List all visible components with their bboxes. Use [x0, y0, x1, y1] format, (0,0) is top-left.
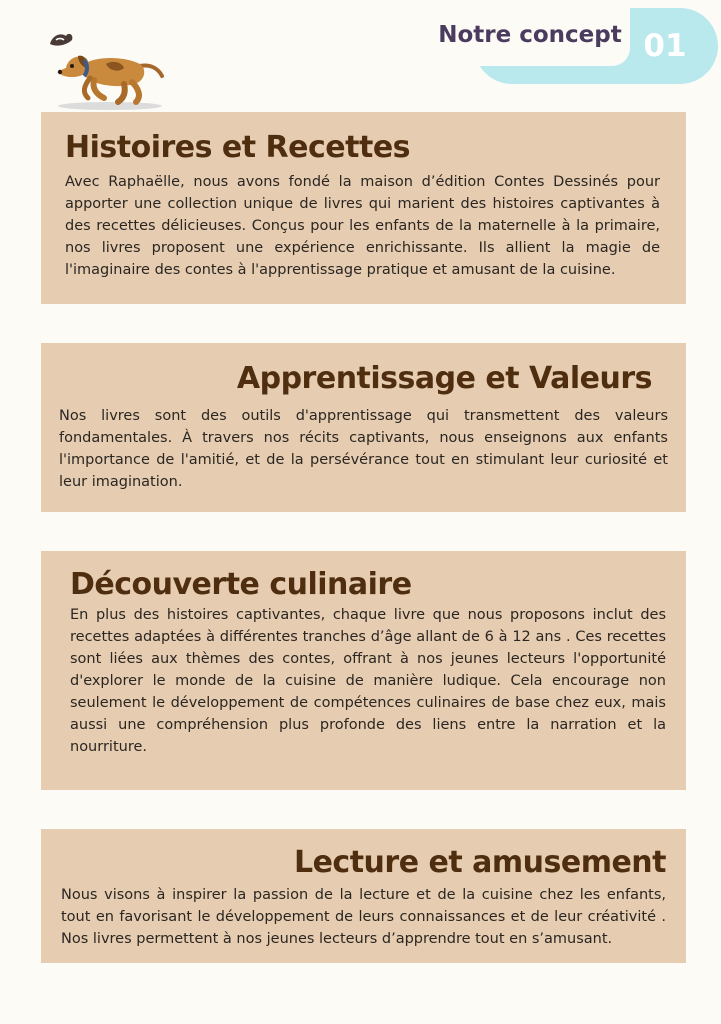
running-dog-icon [44, 26, 168, 112]
section-text: Nous visons à inspirer la passion de la lecture et de la cuisine chez les enfants, tout en favorisant le développement de leurs connaissances et de leur créativité . Nos livres permettent à nos jeunes lecteurs d’apprendre tout en s’amusant. [61, 887, 666, 947]
section-card-apprentissage [41, 343, 686, 512]
section-title: Lecture et amusement [293, 845, 666, 880]
section-card-histoires [41, 112, 686, 304]
section-card-lecture [41, 829, 686, 963]
section-title: Apprentissage et Valeurs [236, 361, 652, 396]
section-title: Découverte culinaire [70, 567, 412, 602]
section-title: Histoires et Recettes [65, 130, 411, 165]
page-number: 01 [643, 28, 687, 64]
section-text: En plus des histoires captivantes, chaque livre que nous proposons inclut des recettes adaptées à différentes tranches d’âge allant de 6 à 12 ans . Ces recettes sont liées aux thèmes des contes, offrant à nos jeunes lecteurs l'opportunité d'explorer le monde de la cuisine de manière ludique. Cela encourage non seulement le développement de compétences culinaires de base chez eux, mais aussi une compréhension plus profonde des liens entre la narration et la nourriture. [70, 607, 666, 755]
bird-icon [50, 34, 72, 46]
section-card-decouverte [41, 551, 686, 790]
section-text: Nos livres sont des outils d'apprentissage qui transmettent des valeurs fondamentales. À travers nos récits captivants, nous enseignons aux enfants l'importance de l'amitié, et de la persévérance tout en stimulant leur curiosité et leur imagination. [59, 408, 668, 490]
section-text: Avec Raphaëlle, nous avons fondé la maison d’édition Contes Dessinés pour apporter une collection unique de livres qui marient des histoires captivantes à des recettes délicieuses. Conçus pour les enfants de la maternelle à la primaire, nos livres proposent une expérience enrichissante. Ils allient la magie de l'imaginaire des contes à l'apprentissage pratique et amusant de la cuisine. [65, 174, 660, 278]
page-title: Notre concept [438, 22, 622, 48]
